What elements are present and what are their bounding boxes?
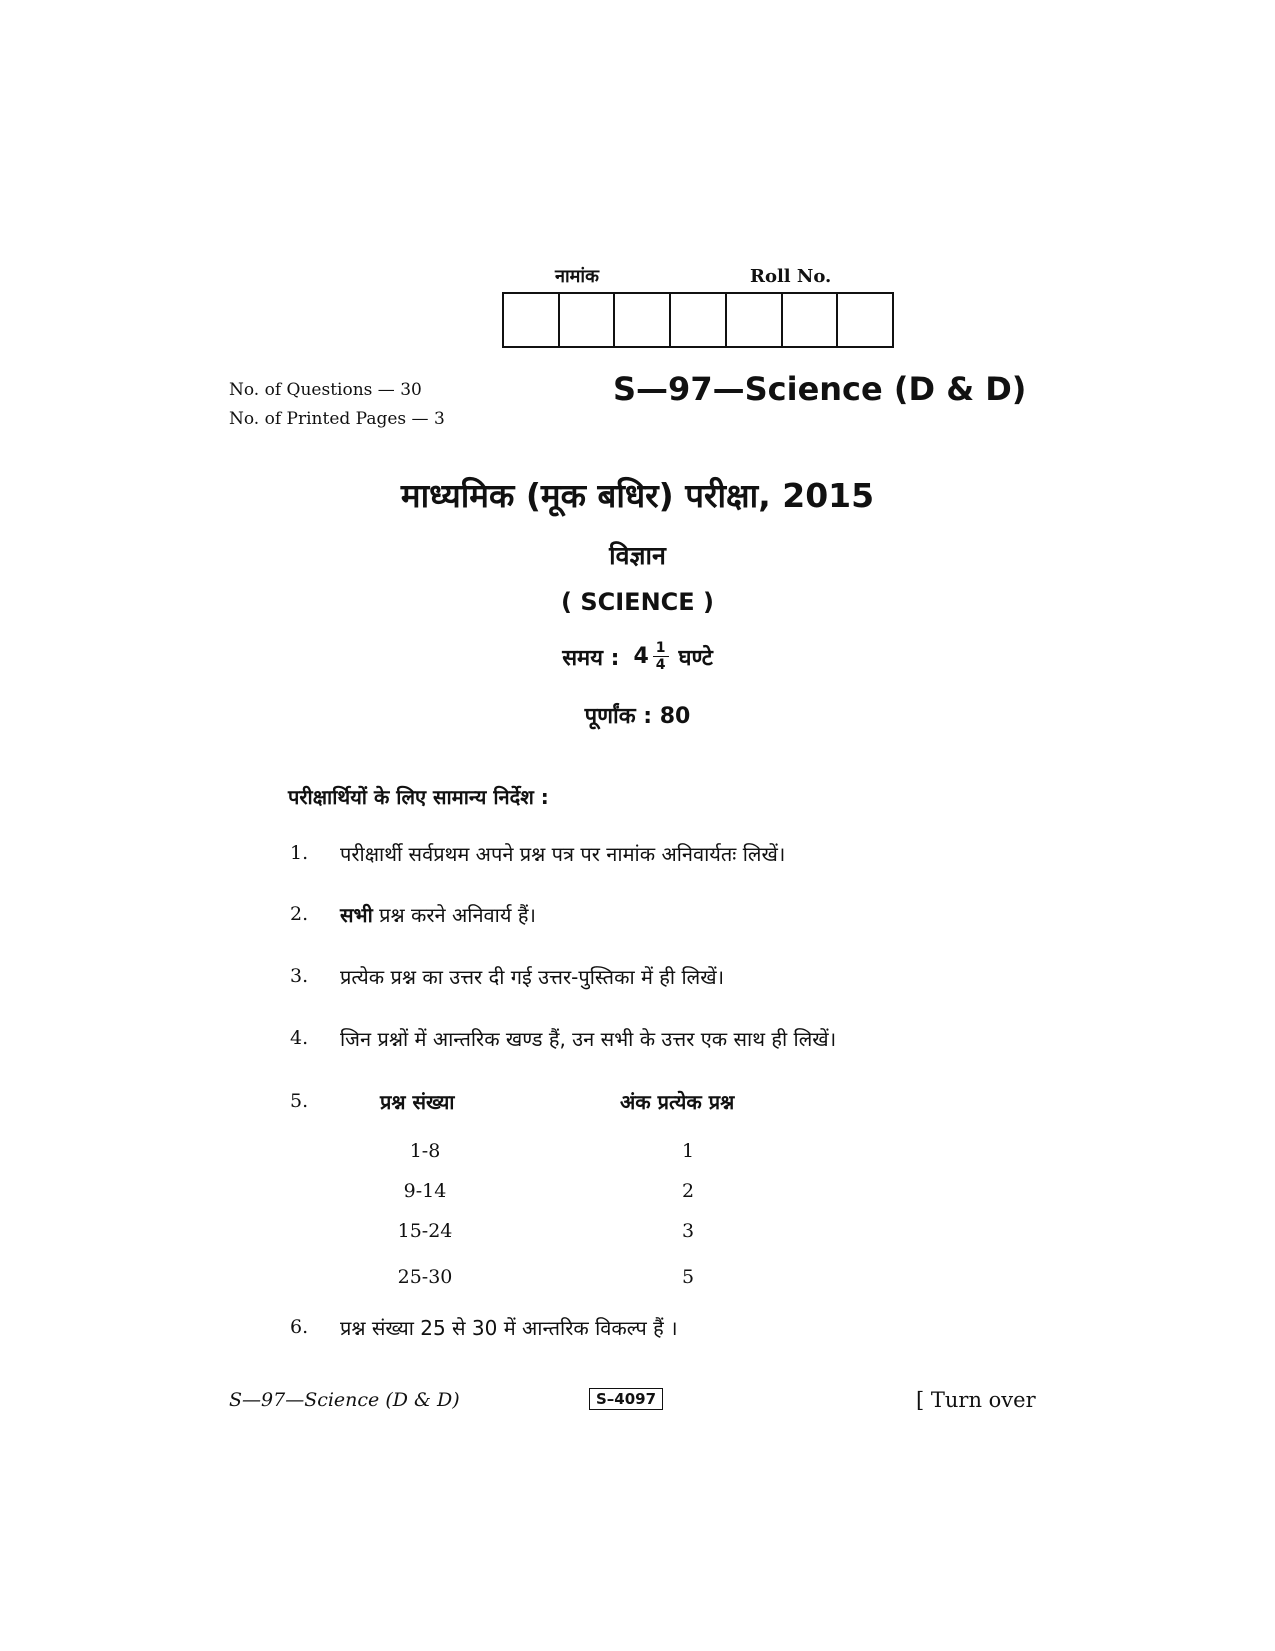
- instruction-text: [340, 901, 536, 928]
- instruction-text: प्रश्न संख्या 25 से 30 में आन्तरिक विकल्प हैं ।: [340, 1316, 678, 1340]
- instructions-heading: परीक्षार्थियों के लिए सामान्य निर्देश :: [288, 785, 549, 809]
- roll-label-english: Roll No.: [750, 266, 832, 287]
- exam-title: माध्यमिक (मूक बधिर) परीक्षा, 2015: [400, 476, 875, 515]
- number-of-questions: No. of Questions — 30: [229, 380, 422, 400]
- table-cell-marks: 2: [681, 1180, 695, 1202]
- roll-digit-box: [783, 294, 839, 346]
- instruction-number: 4.: [290, 1027, 309, 1049]
- roll-digit-box: [671, 294, 727, 346]
- time-whole: 4: [633, 644, 649, 669]
- table-cell-marks: 1: [681, 1140, 695, 1162]
- time-fraction: [653, 640, 669, 673]
- time-allowed: [0, 640, 1275, 673]
- table-cell-range: 1-8: [409, 1140, 441, 1162]
- subject-hindi: विज्ञान: [609, 541, 666, 570]
- instruction-text: परीक्षार्थी सर्वप्रथम अपने प्रश्न पत्र पर नामांक अनिवार्यतः लिखें।: [340, 842, 786, 866]
- time-label: समय :: [562, 645, 620, 671]
- table-cell-range: 9-14: [403, 1180, 447, 1202]
- roll-digit-box: [560, 294, 616, 346]
- instruction-number: 6.: [290, 1316, 309, 1338]
- roll-digit-box: [615, 294, 671, 346]
- instruction-number: 1.: [290, 842, 309, 864]
- total-marks: पूर्णांक : 80: [584, 704, 691, 729]
- footer-paper-code: S—97—Science (D & D): [229, 1389, 460, 1411]
- table-cell-marks: 3: [681, 1220, 695, 1242]
- subject-english: ( SCIENCE ): [561, 588, 714, 616]
- instruction-text: प्रत्येक प्रश्न का उत्तर दी गई उत्तर-पुस्तिका में ही लिखें।: [340, 965, 725, 989]
- table-cell-range: 15-24: [397, 1220, 453, 1242]
- instruction-number: 5.: [290, 1090, 309, 1112]
- paper-code: S—97—Science (D & D): [613, 370, 1027, 408]
- instruction-number: 3.: [290, 965, 309, 987]
- time-denominator: 4: [655, 657, 666, 673]
- number-of-pages: No. of Printed Pages — 3: [229, 409, 445, 429]
- roll-label-hindi: नामांक: [555, 266, 599, 287]
- roll-number-boxes: [502, 292, 894, 348]
- table-cell-marks: 5: [681, 1266, 695, 1288]
- roll-digit-box: [504, 294, 560, 346]
- table-cell-range: 25-30: [397, 1266, 453, 1288]
- roll-digit-box: [727, 294, 783, 346]
- footer-booklet-code: S–4097: [589, 1388, 663, 1410]
- instruction-text: जिन प्रश्नों में आन्तरिक खण्ड हैं, उन सभी के उत्तर एक साथ ही लिखें।: [340, 1027, 837, 1051]
- table-header-question-range: प्रश्न संख्या: [380, 1090, 455, 1114]
- time-numerator: 1: [653, 640, 669, 657]
- time-unit: घण्टे: [678, 645, 713, 671]
- roll-digit-box: [838, 294, 892, 346]
- instruction-rest: प्रश्न करने अनिवार्य हैं।: [372, 903, 537, 927]
- instruction-bold-word: सभी: [340, 903, 373, 927]
- instruction-number: 2.: [290, 903, 309, 925]
- table-header-marks: अंक प्रत्येक प्रश्न: [620, 1090, 735, 1114]
- turn-over-note: [ Turn over: [916, 1388, 1036, 1412]
